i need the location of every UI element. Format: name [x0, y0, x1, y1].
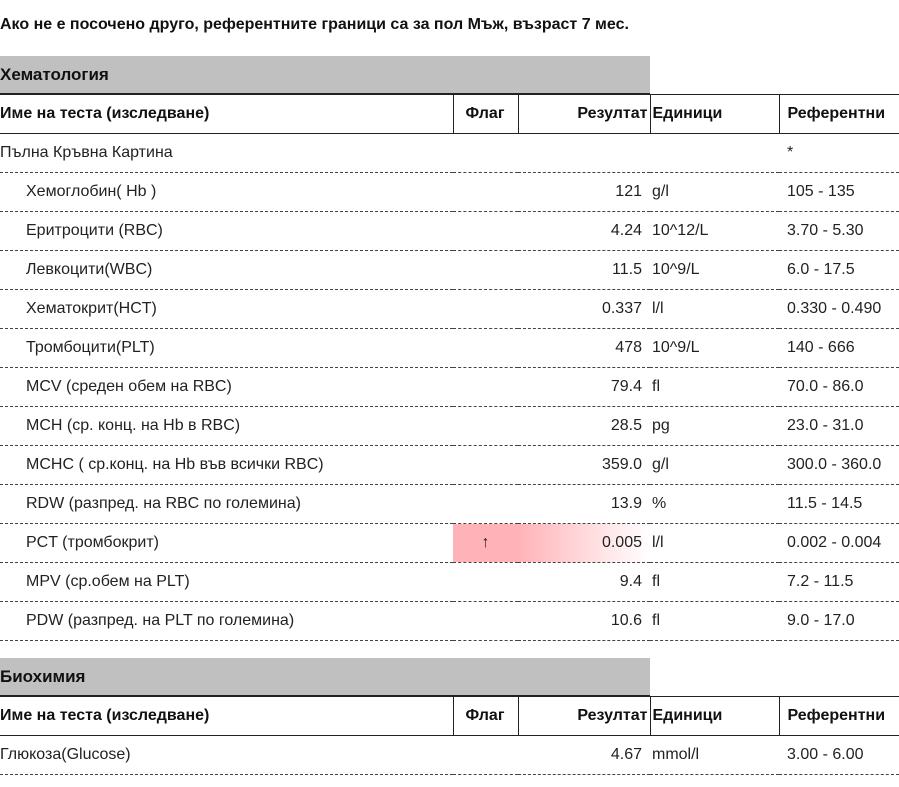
test-name: MCHC ( ср.конц. на Hb във всички RBC): [0, 446, 453, 485]
test-name: PCT (тромбокрит): [0, 524, 453, 563]
result-value: 11.5: [518, 251, 650, 290]
result-value: 13.9: [518, 485, 650, 524]
table-row: [0, 524, 899, 563]
flag-cell: [453, 212, 518, 251]
table-row: [0, 446, 899, 485]
flag-cell: [453, 563, 518, 602]
table-row: [0, 368, 899, 407]
test-name: MPV (ср.обем на PLT): [0, 563, 453, 602]
unit-cell: pg: [650, 407, 779, 446]
unit-cell: fl: [650, 563, 779, 602]
reference-range: 9.0 - 17.0: [779, 602, 899, 641]
result-value: [518, 134, 650, 173]
result-value: 0.005: [518, 524, 650, 563]
result-value: 359.0: [518, 446, 650, 485]
unit-cell: 10^9/L: [650, 251, 779, 290]
reference-range: 0.002 - 0.004: [779, 524, 899, 563]
col-result-header: Резултат: [518, 697, 650, 736]
unit-cell: g/l: [650, 173, 779, 212]
test-name: MCH (ср. конц. на Hb в RBC): [0, 407, 453, 446]
col-flag-header: Флаг: [453, 95, 518, 134]
reference-range: 300.0 - 360.0: [779, 446, 899, 485]
flag-cell: [453, 251, 518, 290]
col-units-header: Единици: [650, 95, 779, 134]
section-title: Хематология: [0, 56, 650, 94]
flag-cell: [453, 329, 518, 368]
unit-cell: %: [650, 485, 779, 524]
unit-cell: fl: [650, 602, 779, 641]
reference-range: 7.2 - 11.5: [779, 563, 899, 602]
result-value: 28.5: [518, 407, 650, 446]
flag-cell: [453, 173, 518, 212]
table-row: [0, 173, 899, 212]
col-result-header: Резултат: [518, 95, 650, 134]
table-row: [0, 485, 899, 524]
flag-cell: [453, 368, 518, 407]
table-row: [0, 290, 899, 329]
unit-cell: l/l: [650, 290, 779, 329]
biochemistry-section: [0, 658, 899, 775]
table-row: [0, 736, 899, 775]
table-row: [0, 602, 899, 641]
unit-cell: mmol/l: [650, 736, 779, 775]
result-value: 121: [518, 173, 650, 212]
result-value: 4.24: [518, 212, 650, 251]
col-name-header: Име на теста (изследване): [0, 95, 453, 134]
test-name: Глюкоза(Glucose): [0, 736, 453, 775]
table-row: [0, 134, 899, 173]
test-name: MCV (среден обем на RBC): [0, 368, 453, 407]
table-header-row: [0, 697, 899, 736]
unit-cell: fl: [650, 368, 779, 407]
biochemistry-table: [0, 696, 899, 775]
result-value: 79.4: [518, 368, 650, 407]
reference-note: Ако не е посочено друго, референтните граници са за пол Мъж, възраст 7 мес.: [0, 16, 629, 33]
flag-cell: [453, 407, 518, 446]
reference-range: 0.330 - 0.490: [779, 290, 899, 329]
test-name: Левкоцити(WBC): [0, 251, 453, 290]
reference-range: *: [779, 134, 899, 173]
test-name: Хемоглобин( Hb ): [0, 173, 453, 212]
table-row: [0, 251, 899, 290]
col-flag-header: Флаг: [453, 697, 518, 736]
flag-cell: [453, 485, 518, 524]
table-header-row: [0, 95, 899, 134]
result-value: 9.4: [518, 563, 650, 602]
reference-range: 3.70 - 5.30: [779, 212, 899, 251]
test-name: Еритроцити (RBC): [0, 212, 453, 251]
test-name: RDW (разпред. на RBC по големина): [0, 485, 453, 524]
flag-cell: [453, 602, 518, 641]
unit-cell: l/l: [650, 524, 779, 563]
reference-range: 23.0 - 31.0: [779, 407, 899, 446]
flag-cell: ↑: [453, 524, 518, 563]
reference-range: 105 - 135: [779, 173, 899, 212]
result-value: 478: [518, 329, 650, 368]
table-row: [0, 407, 899, 446]
section-title: Биохимия: [0, 658, 650, 696]
test-name: PDW (разпред. на PLT по големина): [0, 602, 453, 641]
test-name: Пълна Кръвна Картина: [0, 134, 453, 173]
test-name: Тромбоцити(PLT): [0, 329, 453, 368]
unit-cell: 10^12/L: [650, 212, 779, 251]
hematology-section: [0, 56, 899, 641]
unit-cell: [650, 134, 779, 173]
reference-range: 140 - 666: [779, 329, 899, 368]
result-value: 4.67: [518, 736, 650, 775]
reference-range: 70.0 - 86.0: [779, 368, 899, 407]
col-reference-header: Референтни: [779, 95, 899, 134]
table-row: [0, 329, 899, 368]
reference-range: 3.00 - 6.00: [779, 736, 899, 775]
hematology-table: [0, 94, 899, 641]
flag-cell: [453, 446, 518, 485]
flag-cell: [453, 134, 518, 173]
table-row: [0, 563, 899, 602]
unit-cell: 10^9/L: [650, 329, 779, 368]
col-units-header: Единици: [650, 697, 779, 736]
reference-range: 6.0 - 17.5: [779, 251, 899, 290]
test-name: Хематокрит(HCT): [0, 290, 453, 329]
col-name-header: Име на теста (изследване): [0, 697, 453, 736]
unit-cell: g/l: [650, 446, 779, 485]
flag-cell: [453, 736, 518, 775]
table-row: [0, 212, 899, 251]
result-value: 0.337: [518, 290, 650, 329]
flag-cell: [453, 290, 518, 329]
result-value: 10.6: [518, 602, 650, 641]
col-reference-header: Референтни: [779, 697, 899, 736]
reference-range: 11.5 - 14.5: [779, 485, 899, 524]
